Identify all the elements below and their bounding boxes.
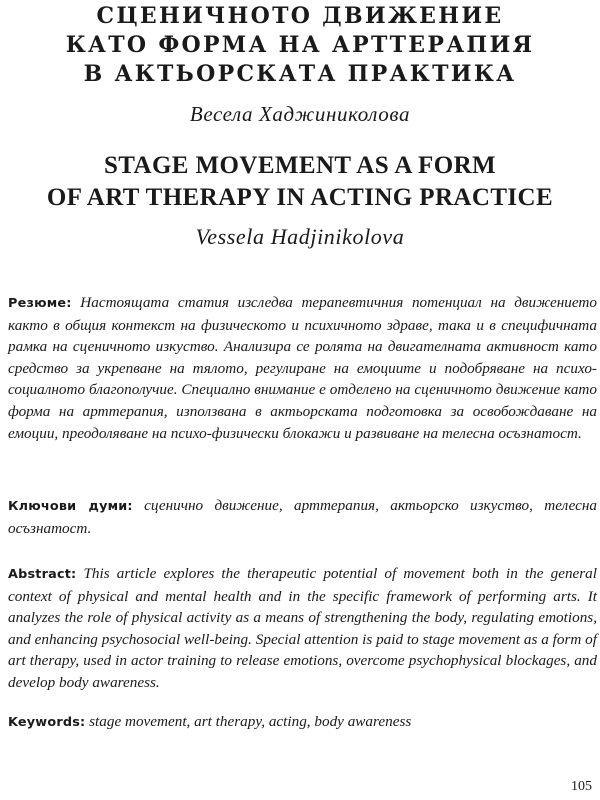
resume-label: Резюме: [8,296,72,311]
resume-text: Настоящата статия изследва терапевтичния потенциал на движението както в общия контекст на физическото и психичното здраве, така и в специфичната рамка на сценичното изкуство. Анализира се ролята на двигателната активност като средство за укрепване на тялото, регулиране на емоциите и подобряване на психо-социалното благополучие. Специално внимание е отделено на сценичното движение като форма на арттерапия, използвана в актьорската подготовка за освобождаване на емоции, преодоляване на психо-физически блокажи и развиване на телесна осъзнатост. [8,294,597,442]
keywords-english-text: stage movement, art therapy, acting, body awareness [89,713,412,730]
title-english-line: STAGE MOVEMENT AS A FORM [103,152,497,179]
author-english: Vessela Hadjinikolova [195,224,405,249]
title-bulgarian [0,2,600,89]
author-bulgarian: Весела Хаджиниколова [189,102,411,126]
title-bulgarian-line: В АКТЬОРСКАТА ПРАКТИКА [83,61,517,87]
title-english-line: OF ART THERAPY IN ACTING PRACTICE [46,184,554,211]
keywords-bulgarian-label: Ключови думи: [8,499,133,514]
title-english [0,150,600,214]
abstract-text: This article explores the therapeutic potential of movement both in the general context of physical and mental health and in the specific framework of performing arts. It analyzes the role of physical activity as a means of strengthening the body, regulating emotions, and enhancing psychosocial well-being. Special attention is paid to stage movement as a form of art therapy, used in actor training to release emotions, overcome psychophysical blockages, and develop body awareness. [8,565,598,691]
keywords-english-paragraph [8,711,597,734]
title-bulgarian-line: КАТО ФОРМА НА АРТТЕРАПИЯ [65,32,535,58]
title-bulgarian-line: СЦЕНИЧНОТО ДВИЖЕНИЕ [96,3,504,29]
keywords-bulgarian-paragraph [8,495,597,539]
keywords-english-label: Keywords: [8,715,86,730]
resume-paragraph [8,292,597,444]
abstract-label: Abstract: [8,567,77,582]
abstract-paragraph [8,563,597,694]
keywords-bulgarian-text: сценично движение, арттерапия, актьорско изкуство, телесна осъзнатост. [8,497,597,537]
page-number: 105 [571,779,592,794]
